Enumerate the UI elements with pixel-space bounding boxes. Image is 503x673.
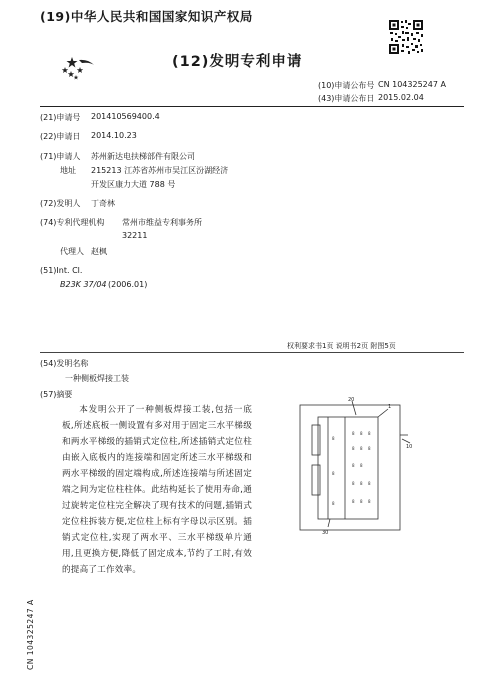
svg-text:8: 8	[352, 481, 355, 486]
inventor: 丁奇林	[91, 199, 115, 208]
document-type: (12)发明专利申请	[172, 54, 303, 70]
svg-text:8: 8	[360, 446, 363, 451]
agency-name: 常州市维益专利事务所	[122, 218, 202, 227]
filing-date: 2014.10.23	[91, 131, 137, 140]
office-name: (19)中华人民共和国国家知识产权局	[40, 9, 253, 24]
office-logo-icon	[60, 55, 96, 81]
intcl-version: (2006.01)	[108, 280, 148, 289]
svg-text:8: 8	[352, 446, 355, 451]
pub-date: 2015.02.04	[378, 93, 424, 102]
figure-label-30: 30	[322, 530, 329, 536]
figure-label-1: 1	[388, 404, 392, 410]
pages-divider	[40, 352, 464, 353]
header-divider	[40, 106, 464, 107]
qr-code-icon	[388, 19, 424, 55]
address-line1: 215213 江苏省苏州市吴江区汾湖经济	[91, 166, 229, 175]
applicant: 苏州新达电扶梯部件有限公司	[91, 152, 195, 161]
pub-no: CN 104325247 A	[378, 80, 446, 89]
pub-no-label: (10)申请公布号	[318, 81, 375, 90]
svg-text:8: 8	[352, 431, 355, 436]
filing-date-label: (22)申请日	[40, 132, 81, 141]
agent: 赵枫	[91, 247, 107, 256]
figure-label-10: 10	[406, 444, 413, 450]
invention-title: 一种侧板焊接工装	[65, 374, 129, 383]
pages-info: 权利要求书1页 说明书2页 附图5页	[287, 342, 396, 350]
address-label: 地址	[60, 166, 76, 175]
figure-label-20: 20	[348, 397, 355, 403]
pub-date-label: (43)申请公布日	[318, 94, 375, 103]
title-label: (54)发明名称	[40, 359, 89, 368]
agent-label: 代理人	[60, 247, 84, 256]
intcl-label: (51)Int. Cl.	[40, 266, 83, 275]
svg-text:8: 8	[360, 431, 363, 436]
app-no-label: (21)申请号	[40, 113, 81, 122]
agency-label: (74)专利代理机构	[40, 218, 105, 227]
inventor-label: (72)发明人	[40, 199, 81, 208]
svg-text:8: 8	[368, 499, 371, 504]
agency-code: 32211	[122, 231, 148, 240]
svg-text:8: 8	[368, 431, 371, 436]
abstract-text: 本发明公开了一种侧板焊接工装,包括一底板,所述底板一侧设置有多对用于固定三水平梯级和两水平梯级的插销式定位柱,所述插销式定位柱由嵌入底板内的连接端和固定所述三水平梯级和两水平梯级的固定端构成,所述连接端与所述固定端之间为定位柱柱体。此结构延长了使用寿命,通过旋转定位柱完全解决了现有技术的问题,插销式定位柱拆装方便,定位柱上标有字母以示区别。插销式定位柱,实现了两水平、三水平梯级单片通用,且更换方便,降低了固定成本,节约了工时,有效的提高了工作效率。	[62, 405, 252, 575]
svg-text:8: 8	[332, 501, 335, 506]
side-publication-number: CN 104325247 A	[26, 599, 35, 670]
app-no: 201410569400.4	[91, 112, 160, 121]
svg-text:8: 8	[332, 436, 335, 441]
svg-text:8: 8	[360, 499, 363, 504]
svg-text:8: 8	[332, 471, 335, 476]
intcl-code: B23K 37/04	[60, 280, 107, 289]
svg-text:8: 8	[360, 463, 363, 468]
abstract-drawing	[290, 395, 415, 537]
applicant-label: (71)申请人	[40, 152, 81, 161]
svg-text:8: 8	[352, 463, 355, 468]
svg-text:8: 8	[360, 481, 363, 486]
svg-text:8: 8	[368, 446, 371, 451]
svg-text:8: 8	[368, 481, 371, 486]
svg-text:8: 8	[352, 499, 355, 504]
address-line2: 开发区康力大道 788 号	[91, 180, 176, 189]
abstract-label: (57)摘要	[40, 390, 73, 399]
